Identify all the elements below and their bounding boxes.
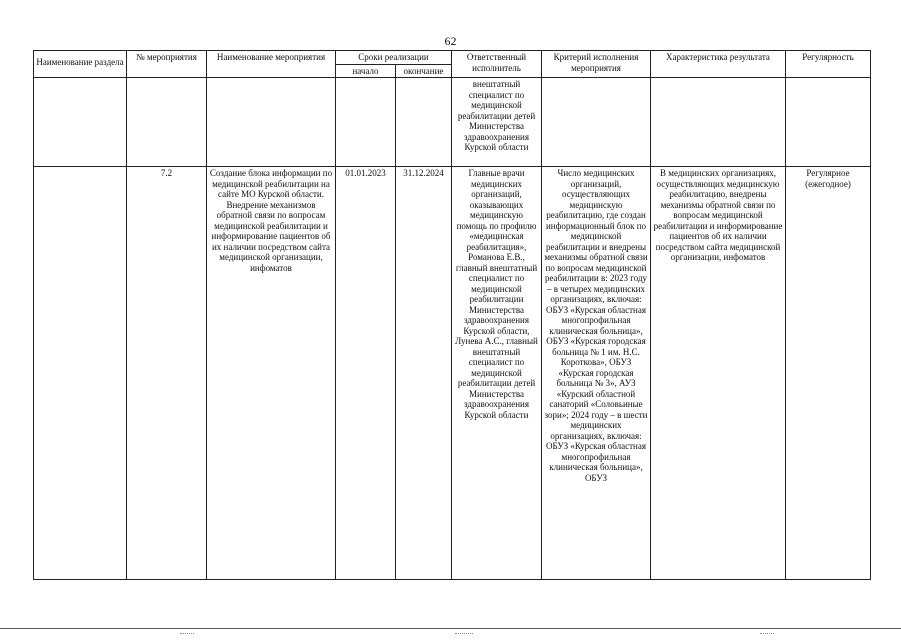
cell-responsible: внештатный специалист по медицинской реабилитации детей Министерства здравоохранения Курской области — [452, 78, 542, 167]
cell-event-no: 7.2 — [127, 167, 207, 580]
plan-table — [33, 50, 871, 580]
header-regularity: Регулярность — [786, 51, 871, 78]
header-start: начало — [336, 64, 396, 78]
cell-event-name: Создание блока информации по медицинской реабилитации на сайте МО Курской области. Внедрение механизмов обратной связи по вопросам медицинской реабилитации и информирование пациентов об их наличии посредством сайта медицинской организации, инфоматов — [207, 167, 336, 580]
cell-regularity: Регулярное (ежегодное) — [786, 167, 871, 580]
scan-artifact — [455, 633, 473, 635]
cell-end: 31.12.2024 — [396, 167, 452, 580]
scan-edge-line — [0, 628, 901, 629]
table-row — [34, 167, 871, 580]
header-end: окончание — [396, 64, 452, 78]
cell-section — [34, 167, 127, 580]
scan-artifact — [760, 633, 774, 635]
cell-responsible: Главные врачи медицинских организаций, оказывающих медицинскую помощь по профилю «медицинская реабилитация», Романова Е.В., главный внештатный специалист по медицинской реабилитации Министерства здравоохранения Курской области, Лунева А.С., главный внештатный специалист по медицинской реабилитации детей Министерства здравоохранения Курской области — [452, 167, 542, 580]
header-criterion: Критерий исполнения мероприятия — [542, 51, 651, 78]
header-result: Характеристика результата — [651, 51, 786, 78]
header-row — [34, 51, 871, 65]
header-terms: Сроки реализации — [336, 51, 452, 65]
table-row — [34, 78, 871, 167]
cell-criterion — [542, 78, 651, 167]
cell-regularity — [786, 78, 871, 167]
cell-start — [336, 78, 396, 167]
header-responsible: Ответственный исполнитель — [452, 51, 542, 78]
header-event-no: № мероприятия — [127, 51, 207, 78]
cell-event-name — [207, 78, 336, 167]
cell-criterion: Число медицинских организаций, осуществляющих медицинскую реабилитацию, где создан информационный блок по медицинской реабилитации и внедрены механизмы обратной связи по вопросам медицинской реабилитации в: 2023 году – в четырех медицинских организациях, включая: ОБУЗ «Курская областная многопрофильная клиническая больница», ОБУЗ «Курская городская больница № 1 им. Н.С. Короткова», ОБУЗ «Курская городская больница № 3», АУЗ «Курский областной санаторий «Соловьиные зори»; 2024 году – в шести медицинских организациях, включая: ОБУЗ «Курская областная многопрофильная клиническая больница», ОБУЗ — [542, 167, 651, 580]
header-event-name: Наименование мероприятия — [207, 51, 336, 78]
cell-section — [34, 78, 127, 167]
cell-result: В медицинских организациях, осуществляющих медицинскую реабилитацию, внедрены механизмы обратной связи по вопросам медицинской реабилитации и информирование пациентов об их наличии посредством сайта медицинской организации, инфоматов — [651, 167, 786, 580]
header-section: Наименование раздела — [34, 51, 127, 78]
cell-end — [396, 78, 452, 167]
scan-artifact — [180, 633, 194, 635]
cell-start: 01.01.2023 — [336, 167, 396, 580]
cell-event-no — [127, 78, 207, 167]
cell-result — [651, 78, 786, 167]
page-number: 62 — [444, 34, 457, 48]
